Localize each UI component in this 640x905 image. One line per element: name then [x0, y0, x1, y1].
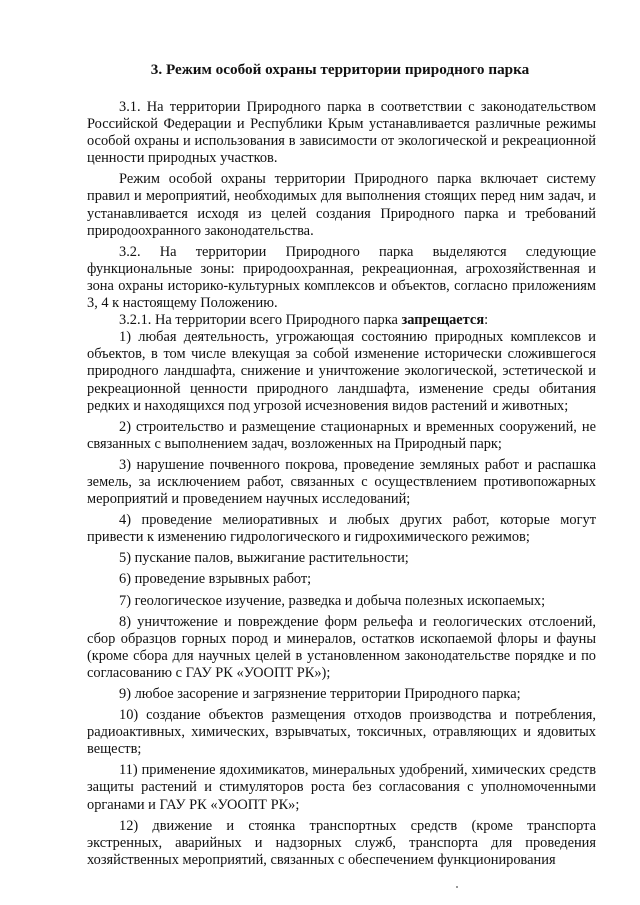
list-item-12: 12) движение и стоянка транспортных средств (кроме транспорта экстренных, аварийных и надзорных служб, транспорта для проведения хозяйственных мероприятий, связанных с обеспечением функционирования — [87, 817, 596, 868]
list-item-9: 9) любое засорение и загрязнение территории Природного парка; — [119, 686, 521, 702]
list-item-8: 8) уничтожение и повреждение форм рельефа и геологических отслоений, сбор образцов горных пород и минералов, остатков ископаемой флоры и фауны (кроме сбора для научных целей в установленном законодательстве порядке и по согласованию с ГАУ РК «УООПТ РК»); — [87, 613, 596, 681]
paragraph-3-2: 3.2. На территории Природного парка выделяются следующие функциональные зоны: природоохранная, рекреационная, агрохозяйственная и зона охраны историко-культурных комплексов и объектов, согласно приложениям 3, 4 к настоящему Положению. — [87, 243, 596, 312]
paragraph-3-2-1 — [87, 312, 596, 329]
list-item-11: 11) применение ядохимикатов, минеральных удобрений, химических средств защиты растений и стимуляторов роста без согласования с уполномоченными органами и ГАУ РК «УООПТ РК»; — [87, 762, 596, 813]
list-item-10: 10) создание объектов размещения отходов производства и потребления, радиоактивных, химических, взрывчатых, токсичных, отравляющих и ядовитых веществ; — [87, 707, 596, 758]
scan-speck — [456, 886, 458, 888]
clause-prefix: 3.2.1. На территории всего Природного парка — [119, 312, 402, 329]
clause-suffix: : — [484, 312, 489, 329]
clause-emphasis: запрещается — [401, 312, 485, 329]
list-item-7: 7) геологическое изучение, разведка и добыча полезных ископаемых; — [119, 592, 546, 609]
document-body — [87, 99, 596, 869]
list-item-2: 2) строительство и размещение стационарных и временных сооружений, не связанных с выполнением задач, возложенных на Природный парк; — [87, 418, 596, 452]
list-item-3: 3) нарушение почвенного покрова, проведение земляных работ и распашка земель, за исключением работ, связанных с осуществлением противопожарных мероприятий и проведением научных исследований; — [87, 456, 596, 508]
paragraph-3-1: 3.1. На территории Природного парка в соответствии с законодательством Российской Федерации и Республики Крым устанавливается различные режимы особой охраны и использования в зависимости от экологической и рекреационной ценности природных участков. — [87, 99, 596, 167]
list-item-6: 6) проведение взрывных работ; — [119, 571, 312, 588]
section-heading: 3. Режим особой охраны территории природного парка — [150, 61, 530, 78]
list-item-4: 4) проведение мелиоративных и любых других работ, которые могут привести к изменению гидрологического и гидрохимического режимов; — [87, 512, 596, 546]
list-item-1: 1) любая деятельность, угрожающая состоянию природных комплексов и объектов, в том числе влекущая за собой изменение исторически сложившегося природного ландшафта, снижение и уничтожение экологической, эстетической и рекреационной ценности природного ландшафта, изменение среды обитания редких и находящихся под угрозой исчезновения видов растений и животных; — [87, 329, 596, 414]
list-item-5: 5) пускание палов, выжигание растительности; — [119, 550, 409, 567]
paragraph-regime: Режим особой охраны территории Природного парка включает систему правил и мероприятий, необходимых для выполнения стоящих перед ним задач, и устанавливается исходя из целей создания Природного парка и требований природоохранного законодательства. — [87, 171, 596, 239]
